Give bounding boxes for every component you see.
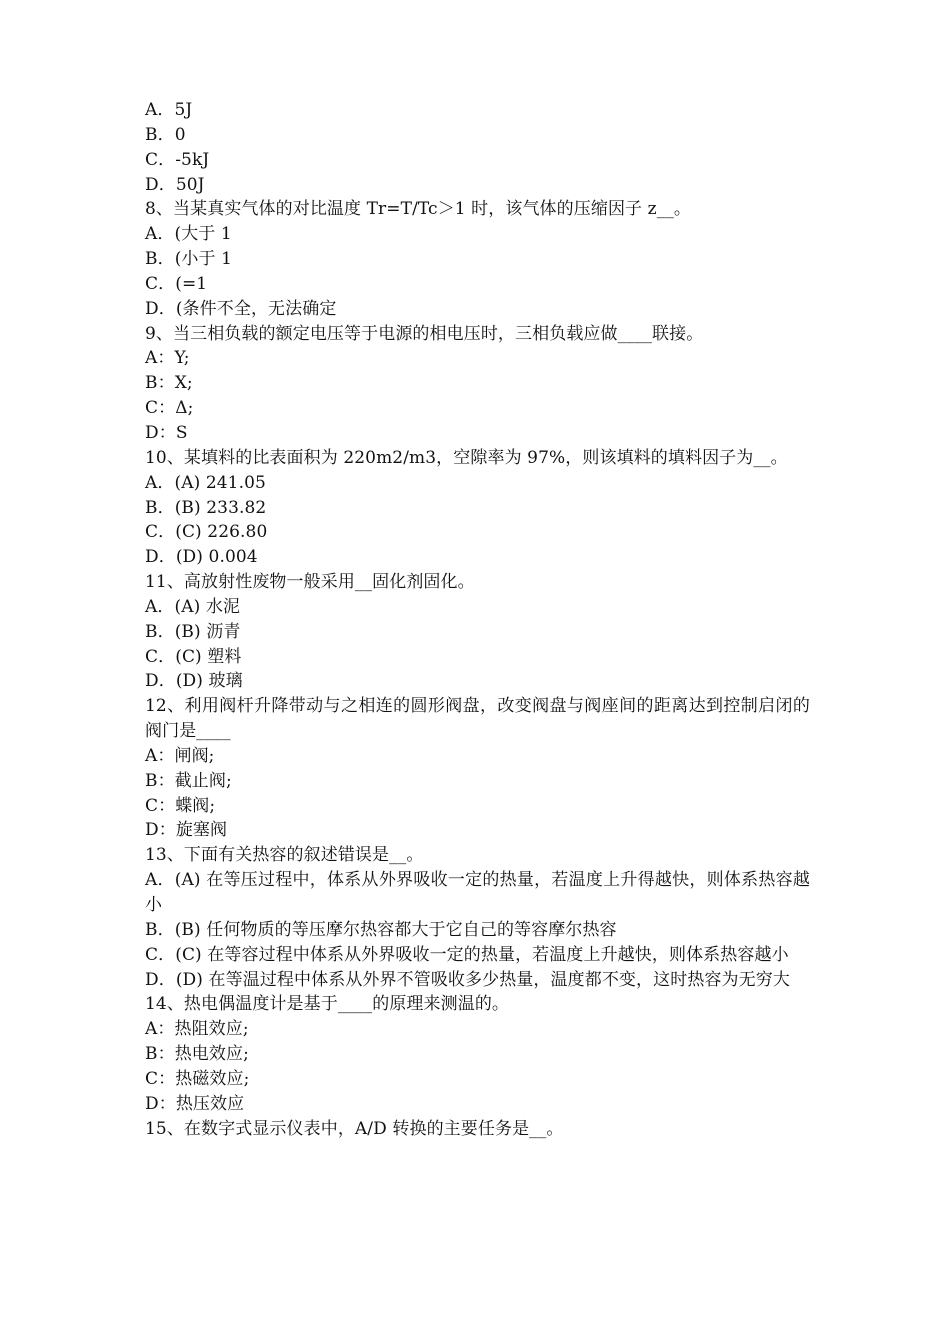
- answer-option: A：热阻效应;: [145, 1019, 249, 1040]
- answer-option: A．5J: [145, 100, 193, 120]
- question-text: 11、高放射性废物一般采用__固化剂固化。: [145, 572, 475, 593]
- answer-option: D．(条件不全，无法确定: [145, 298, 337, 319]
- question-text: 9、当三相负载的额定电压等于电源的相电压时，三相负载应做____联接。: [145, 323, 704, 344]
- answer-option: A．(A) 水泥: [145, 596, 241, 617]
- answer-option: C．(C) 塑料: [145, 646, 242, 667]
- answer-option: D．(D) 在等温过程中体系从外界不管吸收多少热量，温度都不变，这时热容为无穷大: [145, 969, 790, 990]
- answer-option: D．(D) 玻璃: [145, 671, 243, 692]
- answer-option: A．(A) 241.05: [145, 472, 266, 493]
- answer-option: B：截止阀;: [145, 770, 232, 791]
- answer-option: A：闸阀;: [145, 745, 215, 766]
- answer-option: B．(B) 任何物质的等压摩尔热容都大于它自己的等容摩尔热容: [145, 919, 617, 940]
- answer-option: B：热电效应;: [145, 1044, 249, 1065]
- answer-option: B．(B) 233.82: [145, 497, 267, 518]
- question-text: 15、在数字式显示仪表中，A/D 转换的主要任务是__。: [145, 1118, 564, 1139]
- answer-option: C．-5kJ: [145, 149, 210, 170]
- answer-option: D：旋塞阀: [145, 820, 228, 841]
- answer-option: B．0: [145, 124, 186, 145]
- answer-option: B．(B) 沥青: [145, 621, 241, 642]
- answer-option: D：热压效应: [145, 1093, 245, 1114]
- answer-option: C：蝶阀;: [145, 795, 216, 816]
- answer-option: B．(小于 1: [145, 249, 233, 270]
- question-text: 8、当某真实气体的对比温度 Tr=T/Tc＞1 时，该气体的压缩因子 z__。: [145, 199, 692, 220]
- answer-option: D．(D) 0.004: [145, 547, 258, 568]
- question-text: 12、利用阀杆升降带动与之相连的圆形阀盘，改变阀盘与阀座间的距离达到控制启闭的阀门是____: [145, 696, 810, 742]
- question-text: 13、下面有关热容的叙述错误是__。: [145, 845, 424, 866]
- answer-option: C．(C) 在等容过程中体系从外界吸收一定的热量，若温度上升越快，则体系热容越小: [145, 944, 789, 965]
- answer-option: B：X;: [145, 373, 193, 394]
- answer-option: C：热磁效应;: [145, 1068, 250, 1089]
- answer-option: D．50J: [145, 174, 205, 195]
- answer-option: A．(A) 在等压过程中，体系从外界吸收一定的热量，若温度上升得越快，则体系热容越小: [145, 870, 810, 915]
- question-list: [145, 98, 810, 1141]
- answer-option: C．(C) 226.80: [145, 522, 268, 543]
- question-text: 10、某填料的比表面积为 220m2/m3，空隙率为 97%，则该填料的填料因子为__。: [145, 447, 788, 468]
- answer-option: A：Y;: [145, 348, 190, 369]
- question-text: 14、热电偶温度计是基于____的原理来测温的。: [145, 994, 510, 1015]
- answer-option: C：Δ;: [145, 398, 194, 419]
- answer-option: A．(大于 1: [145, 224, 232, 245]
- answer-option: D：S: [145, 422, 188, 443]
- answer-option: C．(=1: [145, 273, 208, 294]
